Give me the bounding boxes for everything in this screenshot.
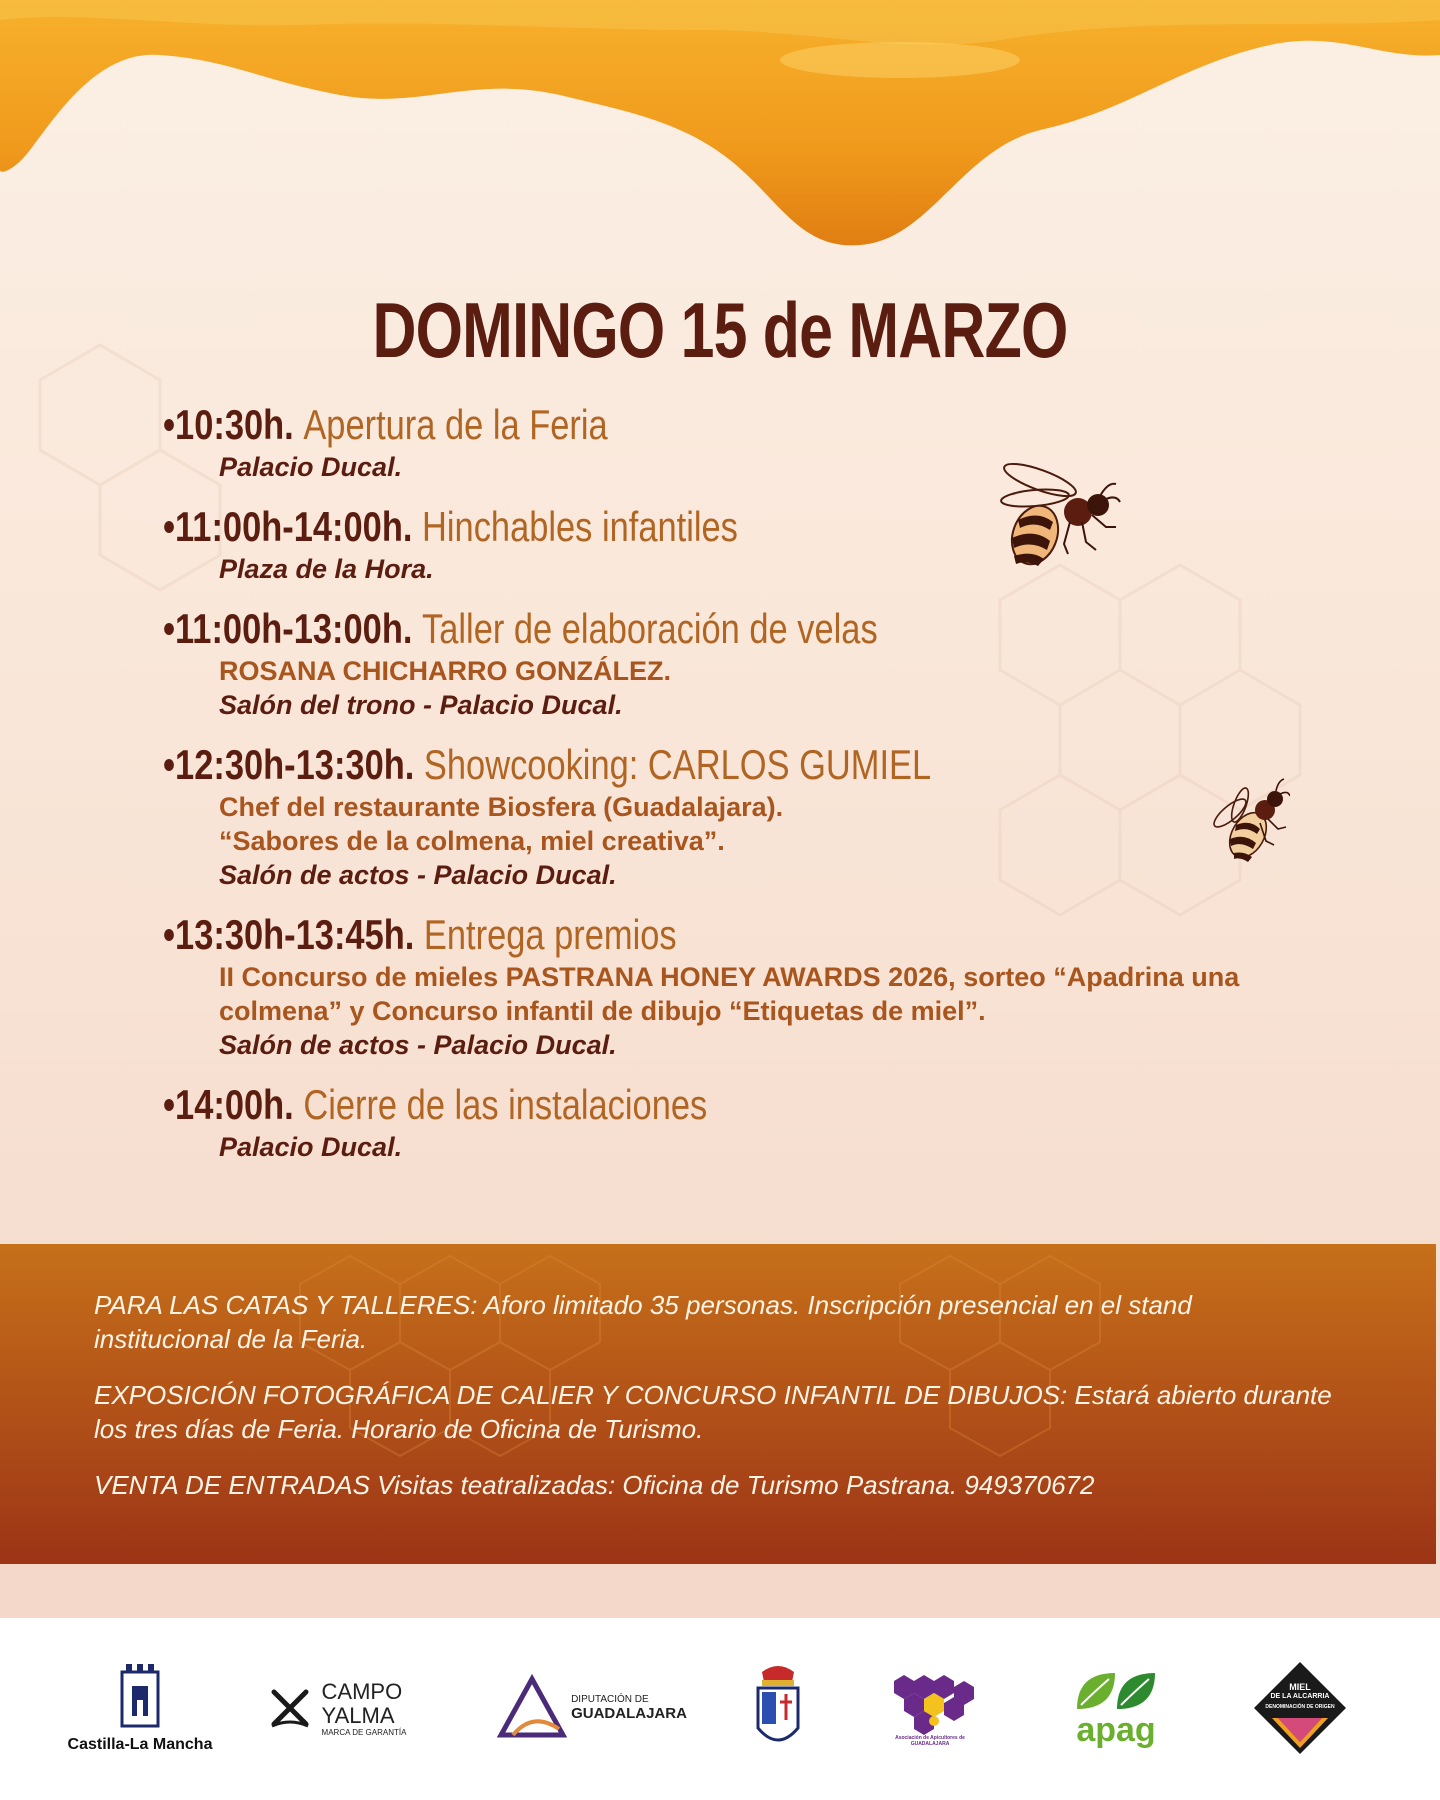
event-location: Palacio Ducal. [219,452,403,482]
logo-label: apag [1076,1711,1156,1749]
event-host: ROSANA CHICHARRO GONZÁLEZ. [219,656,671,686]
logo-text-group [571,1694,687,1722]
coat-of-arms-icon [752,1662,804,1754]
event-name: Cierre de las instalaciones [303,1081,708,1128]
event-item [163,400,1313,484]
logo-label: Castilla-La Mancha [67,1736,213,1753]
logo-label: Asociación de Apicultores de GUADALAJARA [895,1735,965,1747]
event-location: Salón de actos - Palacio Ducal. [219,860,617,890]
page-title: DOMINGO 15 de MARZO [372,286,1068,374]
logo-text-group [1250,1682,1350,1712]
logo-asociacion-apicultores [880,1658,980,1758]
event-name: Entrega premios [423,911,677,958]
logo-text-group [322,1680,407,1737]
event-description: II Concurso de mieles PASTRANA HONEY AWARDS 2026, sorteo “Apadrina una colmena” y Concurso infantil de dibujo “Etiquetas de miel”. [219,962,1240,1026]
leaf-icon [1073,1669,1159,1713]
event-description: Chef del restaurante Biosfera (Guadalajara). [219,792,784,822]
event-time: •14:00h. [163,1081,294,1128]
logo-apag [1066,1658,1166,1758]
event-name: Taller de elaboración de velas [422,605,878,652]
logo-campo-yalma [262,1658,412,1758]
event-heading [163,400,1106,450]
event-item [163,502,1313,586]
event-location: Salón de actos - Palacio Ducal. [219,1030,617,1060]
honeycomb-map-icon [884,1669,976,1735]
event-heading [163,1080,1106,1130]
event-time: •13:30h-13:45h. [163,911,415,958]
logo-label: DIPUTACIÓN DE [571,1694,649,1705]
event-item [163,604,1313,722]
logo-label: MIEL [1289,1682,1311,1692]
sponsor-logos [0,1618,1440,1800]
event-name: Hinchables infantiles [422,503,738,550]
event-heading [163,604,1106,654]
logo-diputacion-guadalajara [492,1658,692,1758]
honey-drip-decoration [0,0,1440,260]
event-item [163,1080,1313,1164]
event-item [163,740,1313,892]
logo-coat-of-arms [748,1658,808,1758]
event-heading [163,740,1106,790]
event-location: Palacio Ducal. [219,1132,403,1162]
event-name: Showcooking: CARLOS GUMIEL [423,741,932,788]
logo-sublabel: MARCA DE GARANTÍA [321,1727,407,1737]
event-location: Salón del trono - Palacio Ducal. [219,690,623,720]
event-heading [163,910,1106,960]
info-text [94,1288,1334,1524]
event-time: •11:00h-13:00h. [163,605,413,652]
castle-icon [118,1662,162,1730]
event-location: Plaza de la Hora. [219,554,434,584]
logo-label: GUADALAJARA [571,1705,687,1722]
event-heading [163,502,1106,552]
schedule-list [163,400,1313,1182]
info-paragraph-workshops: PARA LAS CATAS Y TALLERES: Aforo limitado 35 personas. Inscripción presencial en el stand institucional de la Feria. [94,1290,1192,1354]
info-paragraph-exhibition: EXPOSICIÓN FOTOGRÁFICA DE CALIER Y CONCURSO INFANTIL DE DIBUJOS: Estará abierto durante los tres días de Feria. Horario de Oficina de Turismo. [94,1380,1332,1444]
event-item [163,910,1313,1062]
logo-miel-alcarria [1250,1658,1350,1758]
event-time: •10:30h. [163,401,294,448]
logo-castilla-la-mancha [65,1658,215,1758]
event-description: “Sabores de la colmena, miel creativa”. [219,826,725,856]
crossed-tools-icon [268,1686,312,1730]
info-paragraph-tickets: VENTA DE ENTRADAS Visitas teatralizadas: Oficina de Turismo Pastrana. 949370672 [94,1470,1095,1500]
logo-label: DE LA ALCARRIA [1270,1693,1330,1700]
event-name: Apertura de la Feria [303,401,608,448]
logo-label: YALMA [321,1702,395,1728]
info-banner [0,1244,1436,1564]
triangle-emblem-icon [497,1673,567,1743]
logo-label: CAMPO [321,1678,403,1704]
event-time: •12:30h-13:30h. [163,741,415,788]
logo-sublabel: DENOMINACIÓN DE ORIGEN [1265,1704,1335,1710]
event-time: •11:00h-14:00h. [163,503,413,550]
